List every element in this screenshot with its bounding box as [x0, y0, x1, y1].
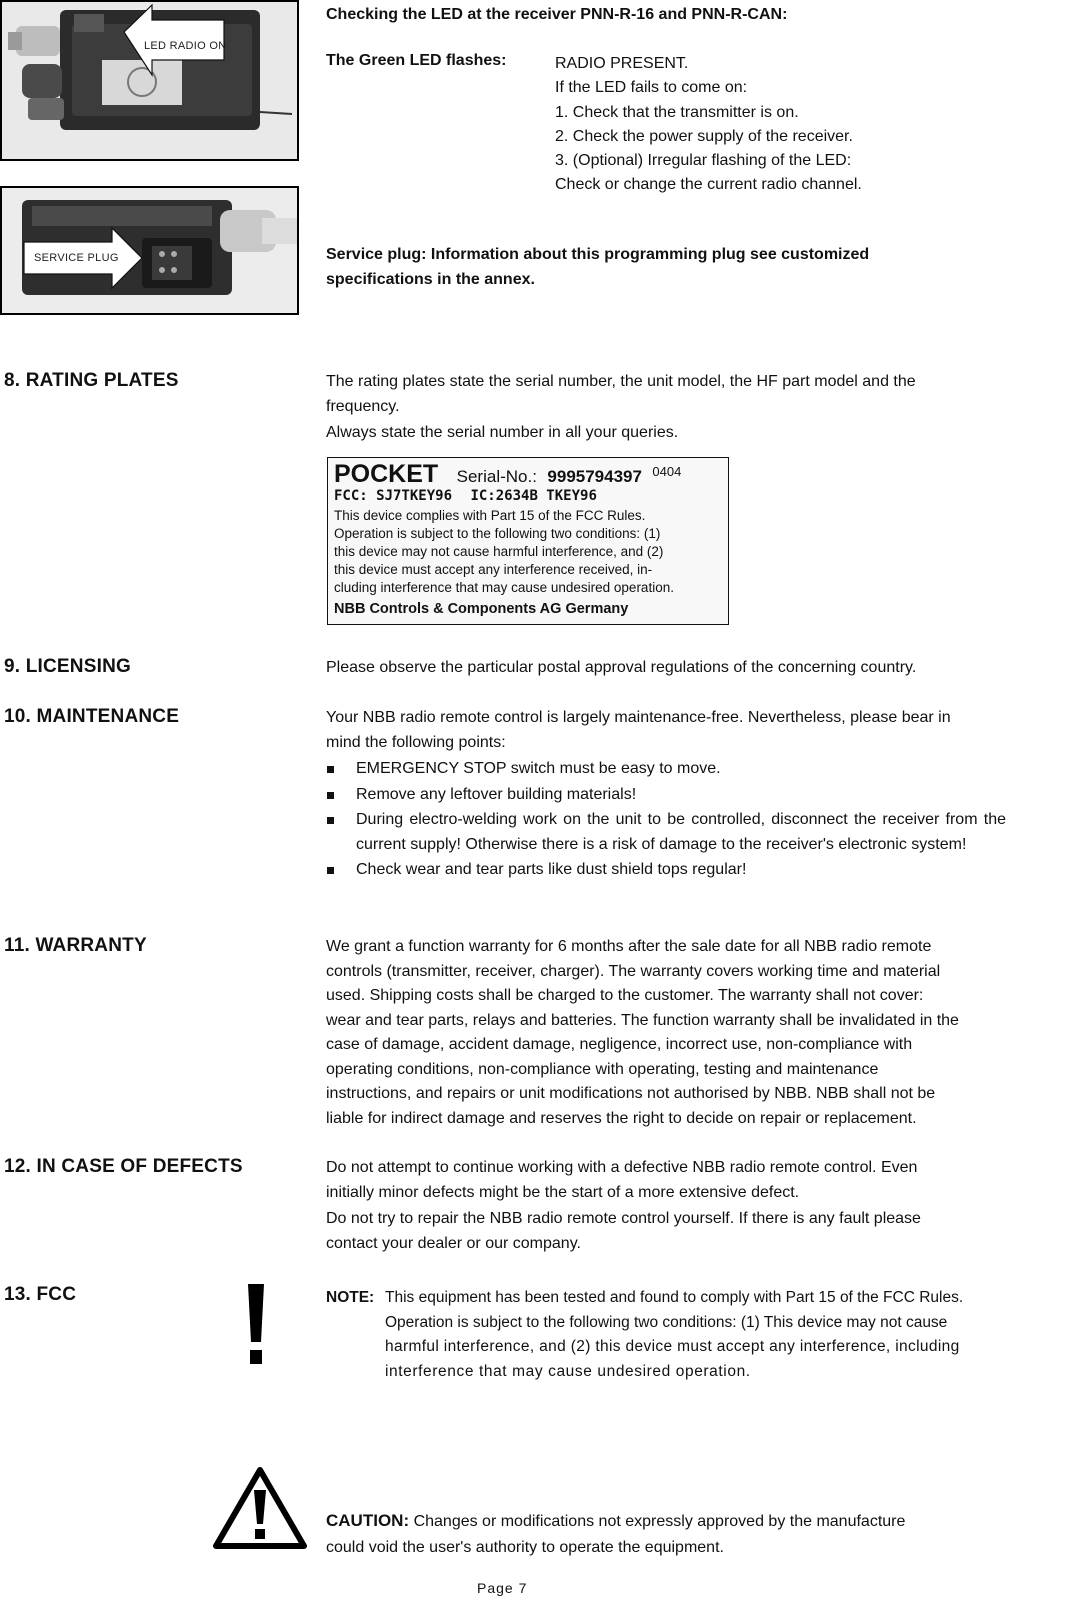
fcc-note-line: harmful interference, and (2) this device must accept any interference, including [385, 1338, 960, 1355]
led-line: 3. (Optional) Irregular flashing of the LED: [555, 152, 852, 170]
fcc-note-line: Operation is subject to the following two conditions: (1) This device may not cause [385, 1313, 948, 1331]
bullet-square-icon [327, 867, 334, 874]
defects-line: initially minor defects might be the start of a more extensive defect. [326, 1183, 800, 1201]
led-line: 1. Check that the transmitter is on. [555, 103, 799, 121]
warranty-line: operating conditions, non-compliance with operating, testing and maintenance [326, 1060, 879, 1078]
plate-text-line: this device must accept any interference received, in- [334, 562, 653, 577]
list-item-text: Check wear and tear parts like dust shield tops regular! [356, 861, 747, 878]
warranty-line: We grant a function warranty for 6 months after the sale date for all NBB radio remote [326, 938, 932, 955]
led-line: Check or change the current radio channel. [555, 176, 862, 194]
exclamation-icon [236, 1280, 276, 1370]
warranty-line: wear and tear parts, relays and batteries. The function warranty shall be invalidated in the [326, 1011, 959, 1029]
led-section-title: Checking the LED at the receiver PNN-R-16 and PNN-R-CAN: [326, 6, 788, 23]
bullet-square-icon [327, 792, 334, 799]
service-plug-callout-arrow [2, 188, 297, 313]
maintenance-line: Your NBB radio remote control is largely maintenance-free. Nevertheless, please bear in [326, 709, 951, 726]
fcc-note [326, 1286, 1068, 1384]
fcc-caution [326, 1508, 905, 1561]
page-number: Page 7 [477, 1580, 528, 1596]
led-line: 2. Check the power supply of the receiver. [555, 127, 853, 145]
plate-text-line: cluding interference that may cause undesired operation. [334, 580, 674, 595]
led-instructions [555, 52, 862, 198]
rating-plates-line: frequency. [326, 397, 400, 415]
service-plug-info [326, 242, 869, 292]
rating-plates-line: The rating plates state the serial number, the unit model, the HF part model and the [326, 373, 916, 390]
service-plug-line: specifications in the annex. [326, 271, 535, 288]
fcc-caution-line: could void the user's authority to operate the equipment. [326, 1539, 724, 1556]
bullet-square-icon [327, 766, 334, 773]
maintenance-heading: 10. MAINTENANCE [4, 706, 180, 727]
plate-serial: 9995794397 [547, 467, 642, 486]
warranty-line: used. Shipping costs shall be charged to the customer. The warranty shall not cover: [326, 987, 924, 1004]
maintenance-intro [326, 706, 1006, 755]
licensing-text: Please observe the particular postal approval regulations of the concerning country. [326, 659, 917, 676]
rating-plates-line: Always state the serial number in all your queries. [326, 424, 679, 441]
plate-code: 0404 [652, 464, 682, 479]
warranty-text [326, 935, 1006, 1131]
warning-triangle-icon [212, 1466, 308, 1550]
warranty-line: liable for indirect damage and reserves the right to decide on repair or replacement. [326, 1109, 917, 1127]
service-plug-callout-label: SERVICE PLUG [34, 252, 119, 264]
green-led-label: The Green LED flashes: [326, 52, 507, 69]
plate-text-line: Operation is subject to the following two conditions: (1) [334, 526, 661, 541]
plate-text-line: This device complies with Part 15 of the FCC Rules. [334, 508, 646, 523]
list-item-text: During electro-welding work on the unit to be controlled, disconnect the receiver from the current supply! Otherwise there is a risk of damage to the receiver's electronic system! [356, 811, 1006, 853]
licensing-heading: 9. LICENSING [4, 656, 131, 677]
defects-heading: 12. IN CASE OF DEFECTS [4, 1156, 243, 1177]
led-callout-arrow [2, 2, 297, 159]
maintenance-line: mind the following points: [326, 733, 506, 751]
fcc-note-label: NOTE: [326, 1289, 375, 1306]
defects-text [326, 1156, 1006, 1256]
rating-plates-heading: 8. RATING PLATES [4, 370, 179, 391]
list-item [326, 783, 1006, 808]
warranty-line: controls (transmitter, receiver, charger). The warranty covers working time and material [326, 962, 941, 980]
plate-text-line: this device may not cause harmful interference, and (2) [334, 544, 664, 559]
plate-serial-label: Serial-No.: [456, 467, 537, 486]
service-plug-line: Service plug: Information about this programming plug see customized [326, 246, 870, 263]
plate-model: POCKET [334, 460, 439, 488]
service-plug-photo [0, 186, 299, 315]
led-callout-label: LED RADIO ON [144, 40, 227, 52]
defects-line: contact your dealer or our company. [326, 1234, 581, 1252]
list-item [326, 757, 1006, 782]
fcc-caution-line: Changes or modifications not expressly approved by the manufacture [413, 1513, 906, 1530]
maintenance-list [326, 757, 1006, 884]
list-item [326, 808, 1006, 857]
defects-line: Do not attempt to continue working with a defective NBB radio remote control. Even [326, 1159, 918, 1176]
plate-company: NBB Controls & Components AG Germany [334, 601, 629, 617]
plate-fcc-id: FCC: SJ7TKEY96 [334, 488, 453, 504]
fcc-note-line: interference that may cause undesired operation. [385, 1362, 751, 1380]
fcc-caution-label: CAUTION: [326, 1511, 410, 1530]
fcc-note-line: This equipment has been tested and found to comply with Part 15 of the FCC Rules. [385, 1289, 964, 1306]
fcc-heading: 13. FCC [4, 1284, 77, 1305]
warranty-heading: 11. WARRANTY [4, 935, 147, 956]
led-line: RADIO PRESENT. [555, 55, 689, 72]
plate-ic-id: IC:2634B TKEY96 [470, 488, 597, 504]
warranty-line: case of damage, accident damage, negligence, incorrect use, non-compliance with [326, 1036, 913, 1053]
rating-plate-image [327, 457, 729, 625]
led-line: If the LED fails to come on: [555, 79, 748, 97]
led-photo [0, 0, 299, 161]
list-item-text: Remove any leftover building materials! [356, 785, 637, 803]
warranty-line: instructions, and repairs or unit modifications not authorised by NBB. NBB shall not be [326, 1085, 936, 1102]
list-item [326, 858, 1006, 883]
rating-plates-text [326, 370, 1006, 446]
list-item-text: EMERGENCY STOP switch must be easy to move. [356, 760, 721, 777]
bullet-square-icon [327, 817, 334, 824]
defects-line: Do not try to repair the NBB radio remote control yourself. If there is any fault please [326, 1210, 921, 1227]
